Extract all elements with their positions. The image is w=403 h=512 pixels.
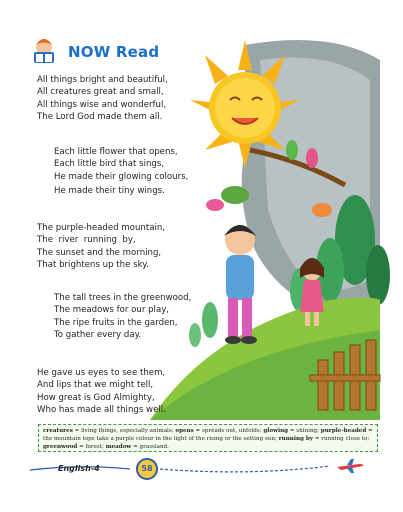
book-label: English-4 xyxy=(58,464,100,473)
poem-line: The Lord God made them all. xyxy=(37,112,163,123)
poem-line: How great is God Almighty, xyxy=(37,392,155,403)
poem-line: Who has made all things well. xyxy=(37,405,166,416)
glossary-term: meadow xyxy=(105,444,132,450)
page-number: 58 xyxy=(136,458,158,480)
poem-line: All things bright and beautiful, xyxy=(37,75,168,85)
glossary-term: greenwood xyxy=(43,444,78,450)
poem-line: The meadows for our play, xyxy=(54,305,170,316)
poem-line: Each little flower that opens, xyxy=(54,147,178,157)
glossary-term: creatures xyxy=(43,428,73,434)
glossary-definition: = forest; xyxy=(77,444,106,450)
poem-stanza-1 xyxy=(37,74,168,124)
poem-stanza-5 xyxy=(37,367,166,417)
page-title: NOW Read xyxy=(68,43,160,61)
poem-line: The tall trees in the greenwood, xyxy=(54,293,192,303)
airplane-icon xyxy=(335,458,365,474)
poem-stanza-4 xyxy=(54,292,191,342)
glossary-definition: = shining; xyxy=(288,428,321,434)
glossary-term: opens xyxy=(175,428,194,434)
sun-illustration xyxy=(190,40,300,168)
poem-stanza-2 xyxy=(54,146,188,198)
glossary-term: glowing xyxy=(263,428,289,434)
poem-line: He gave us eyes to see them, xyxy=(37,368,166,378)
glossary-term: running by xyxy=(278,436,314,442)
glossary-definition: = running close to; xyxy=(313,436,370,442)
reading-boy-icon xyxy=(30,36,60,66)
poem-line: He made their tiny wings. xyxy=(54,186,165,197)
poem-line: To gather every day. xyxy=(54,330,142,341)
poem-line: Each little bird that sings, xyxy=(54,159,165,170)
poem-line: The ripe fruits in the garden, xyxy=(54,317,178,328)
poem-stanza-3 xyxy=(37,222,165,272)
poem-line: The sunset and the morning, xyxy=(37,247,162,258)
poem-line: The river running by, xyxy=(37,235,136,246)
glossary-definition: = spreads out, unfolds; xyxy=(193,428,264,434)
poem-line: All creatures great and small, xyxy=(37,87,164,98)
poem-line: He made their glowing colours, xyxy=(54,171,189,182)
poem-line: All things wise and wonderful, xyxy=(37,99,167,110)
poem-line: And lips that we might tell, xyxy=(37,380,154,391)
section-header xyxy=(30,36,190,66)
poem-line: That brightens up the sky. xyxy=(37,260,149,271)
glossary-definition: = the mountain tops take a purple colour in the light of the rising or the setting sun; xyxy=(43,428,373,442)
poem-line: The purple-headed mountain, xyxy=(37,223,166,233)
glossary-term: purple-headed xyxy=(320,428,367,434)
glossary-definition: = living things, especially animals; xyxy=(72,428,176,434)
glossary-definition: = grassland. xyxy=(131,444,169,450)
boy-illustration xyxy=(224,225,257,344)
glossary-box xyxy=(38,424,378,452)
